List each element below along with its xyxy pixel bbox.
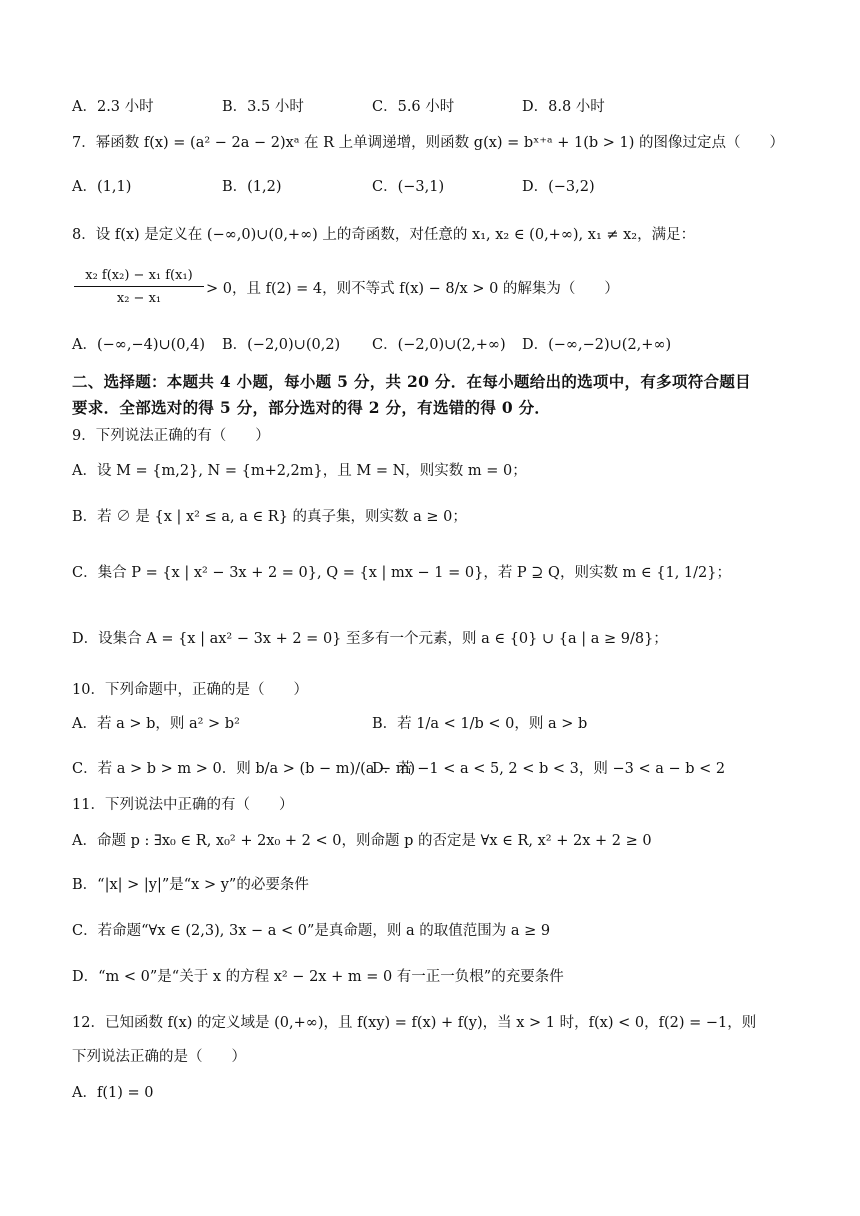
section-2-heading-line1: 二、选择题：本题共 4 小题，每小题 5 分，共 20 分．在每小题给出的选项中，有多项符合题目 xyxy=(72,372,751,391)
q11-option-c: C．若命题“∀x ∈ (2,3), 3x − a < 0”是真命题，则 a 的取值范围为 a ≥ 9 xyxy=(72,923,551,939)
q7-option-c: C．(−3,1) xyxy=(372,179,445,195)
q10-stem: 10．下列命题中，正确的是（ ） xyxy=(72,682,308,698)
q8-option-c: C．(−2,0)∪(2,+∞) xyxy=(372,337,506,353)
q7-option-b: B．(1,2) xyxy=(222,179,282,195)
q9-option-c: C．集合 P = {x | x² − 3x + 2 = 0}, Q = {x | mx − 1 = 0}，若 P ⊇ Q，则实数 m ∈ {1, 1/2}； xyxy=(72,565,731,581)
q9-option-a: A．设 M = {m,2}, N = {m+2,2m}，且 M = N，则实数 m = 0； xyxy=(72,463,527,479)
q10-option-b: B．若 1/a < 1/b < 0，则 a > b xyxy=(372,716,588,732)
q8-fraction xyxy=(72,268,206,306)
q7-option-a: A．(1,1) xyxy=(72,179,132,195)
q6-option-a: A．2.3 小时 xyxy=(72,99,154,115)
q6-option-b: B．3.5 小时 xyxy=(222,99,304,115)
q11-option-a: A．命题 p : ∃x₀ ∈ R, x₀² + 2x₀ + 2 < 0，则命题 p 的否定是 ∀x ∈ R, x² + 2x + 2 ≥ 0 xyxy=(72,833,652,849)
q6-option-d: D．8.8 小时 xyxy=(522,99,605,115)
q8-fraction-numerator: x₂ f(x₂) − x₁ f(x₁) xyxy=(85,268,193,283)
q8-option-b: B．(−2,0)∪(0,2) xyxy=(222,337,341,353)
q8-option-d: D．(−∞,−2)∪(2,+∞) xyxy=(522,337,672,353)
q10-option-a: A．若 a > b，则 a² > b² xyxy=(72,716,240,732)
q9-stem: 9．下列说法正确的有（ ） xyxy=(72,428,270,444)
q6-option-c: C．5.6 小时 xyxy=(372,99,455,115)
q10-option-d: D．若 −1 < a < 5, 2 < b < 3，则 −3 < a − b < 2 xyxy=(372,761,726,777)
q9-option-d: D．设集合 A = {x | ax² − 3x + 2 = 0} 至多有一个元素，则 a ∈ {0} ∪ {a | a ≥ 9/8}； xyxy=(72,631,668,647)
q7-option-d: D．(−3,2) xyxy=(522,179,595,195)
q8-stem: 8．设 f(x) 是定义在 (−∞,0)∪(0,+∞) 上的奇函数，对任意的 x₁, x₂ ∈ (0,+∞), x₁ ≠ x₂，满足： xyxy=(72,227,696,243)
q8-fraction-denominator: x₂ − x₁ xyxy=(116,290,162,306)
q7-stem: 7．幂函数 f(x) = (a² − 2a − 2)xᵃ 在 R 上单调递增，则函数 g(x) = bˣ⁺ᵃ + 1(b > 1) 的图像过定点（ ） xyxy=(72,135,784,151)
q12-option-a: A．f(1) = 0 xyxy=(72,1085,154,1101)
q8-option-a: A．(−∞,−4)∪(0,4) xyxy=(72,337,206,353)
section-2-heading-line2: 要求．全部选对的得 5 分，部分选对的得 2 分，有选错的得 0 分． xyxy=(72,398,551,417)
q12-stem-line2: 下列说法正确的是（ ） xyxy=(72,1049,246,1065)
q11-option-b: B．“|x| > |y|”是“x > y”的必要条件 xyxy=(72,877,309,893)
q11-stem: 11．下列说法中正确的有（ ） xyxy=(72,797,294,813)
q8-condition: > 0，且 f(2) = 4，则不等式 f(x) − 8/x > 0 的解集为（ ） xyxy=(206,281,619,297)
q10-option-c: C．若 a > b > m > 0．则 b/a > (b − m)/(a − m) xyxy=(72,761,416,777)
q9-option-b: B．若 ∅ 是 {x | x² ≤ a, a ∈ R} 的真子集，则实数 a ≥ 0； xyxy=(72,509,467,525)
q12-stem-line1: 12．已知函数 f(x) 的定义域是 (0,+∞)，且 f(xy) = f(x) + f(y)，当 x > 1 时，f(x) < 0，f(2) = −1，则 xyxy=(72,1015,757,1031)
q11-option-d: D．“m < 0”是“关于 x 的方程 x² − 2x + m = 0 有一正一负根”的充要条件 xyxy=(72,969,564,985)
